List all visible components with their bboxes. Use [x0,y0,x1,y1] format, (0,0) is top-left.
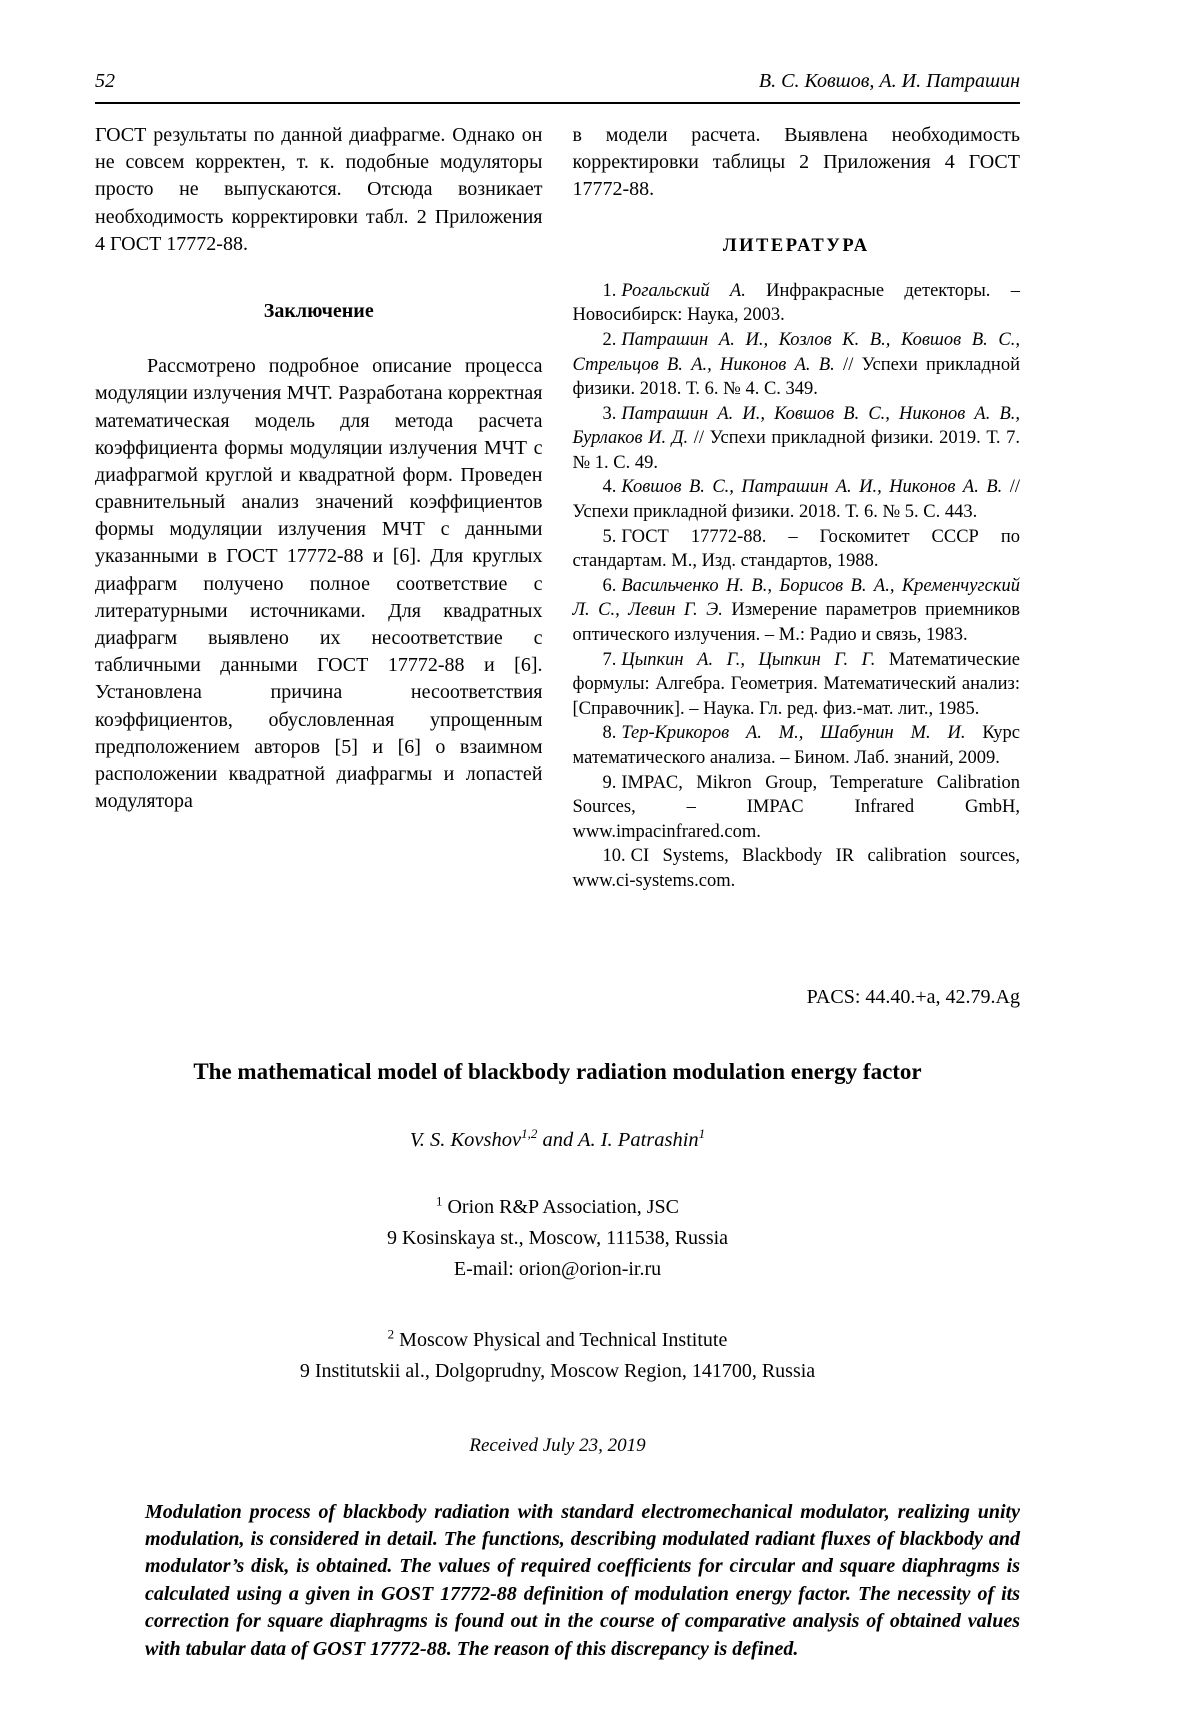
reference-number: 1. [602,280,617,301]
reference-authors: Тер-Крикоров А. М., Шабунин М. И. [621,723,966,744]
affiliation-2-name: Moscow Physical and Technical Institute [394,1328,728,1351]
conclusion-heading: Заключение [263,299,374,322]
affiliation-2-superscript: 2 [387,1325,395,1341]
reference-authors: Патрашин А. И., Козлов К. В., Ковшов В. С., Стрельцов В. А., Никонов А. В. [572,329,1020,375]
reference-item [573,574,1021,648]
reference-number: 10. [602,846,626,867]
reference-text: Математические формулы: Алгебра. Геометрия. Математический анализ: [Справочник]. – Наука. Гл. ред. физ.-мат. лит., 1985. [572,649,1020,719]
reference-authors: Ковшов В. С., Патрашин А. И., Никонов А. В. [621,477,1003,498]
affiliation-1-name: Orion R&P Association, JSC [442,1195,679,1218]
running-authors: В. С. Ковшов, А. И. Патрашин [758,70,1020,92]
reference-text: Измерение параметров приемников оптического излучения. – М.: Радио и связь, 1983. [572,600,1020,646]
authors-connector: and [537,1128,578,1151]
reference-number: 9. [602,772,617,793]
affiliation-2-address: 9 Institutskii al., Dolgoprudny, Moscow Region, 141700, Russia [299,1359,816,1382]
english-title: The mathematical model of blackbody radiation modulation energy factor [193,1058,922,1084]
continuation-paragraph: в модели расчета. Выявлена необходимость корректировки таблицы 2 Приложения 4 ГОСТ 17772-88. [572,124,1020,201]
reference-number: 4. [602,477,617,498]
reference-text: Курс математического анализа. – Бином. Лаб. знаний, 2009. [572,723,1020,768]
author-1-superscript: 1,2 [521,1125,538,1141]
reference-number: 8. [602,723,617,744]
reference-text: // Успехи прикладной физики. 2018. Т. 6. № 4. С. 349. [572,354,1020,400]
literature-heading: ЛИТЕРАТУРА [722,235,870,256]
reference-text: Инфракрасные детекторы. – Новосибирск: Наука, 2003. [572,280,1020,326]
author-2: A. I. Patrashin [577,1128,699,1151]
reference-authors: Патрашин А. И., Ковшов В. С., Никонов А. В., Бурлаков И. Д. [572,403,1020,449]
reference-number: 5. [602,526,617,547]
reference-number: 7. [602,649,617,670]
reference-list [573,279,1021,894]
reference-item [573,771,1021,845]
reference-item [573,328,1021,402]
reference-authors: Васильченко Н. В., Борисов В. А., Кременчугский Л. С., Левин Г. Э. [572,575,1020,621]
page-number: 52 [95,70,115,92]
affiliation-2-name-line [95,1325,1020,1356]
received-line: Received July 23, 2019 [469,1434,646,1456]
right-column [573,122,1021,894]
continuation-paragraph: ГОСТ результаты по данной диафрагме. Однако он не совсем корректен, т. к. подобные модуляторы просто не выпускаются. Отсюда возникает необходимость корректировки табл. 2 Приложения 4 ГОСТ 17772-88. [95,124,543,255]
reference-item [573,648,1021,722]
reference-item [573,844,1021,893]
reference-item [573,475,1021,524]
reference-authors: Рогальский А. [621,280,746,301]
two-column-body [95,122,1020,894]
left-column [95,122,543,894]
affiliation-1-superscript: 1 [435,1192,443,1208]
reference-number: 6. [602,575,617,596]
author-1: V. S. Kovshov [409,1128,522,1151]
reference-text: ГОСТ 17772-88. – Госкомитет СССР по стандартам. М., Изд. стандартов, 1988. [572,526,1020,572]
affiliation-1 [95,1192,1020,1285]
reference-item [573,525,1021,574]
reference-text: IMPAC, Mikron Group, Temperature Calibration Sources, – IMPAC Infrared GmbH, www.impacinfrared.com. [572,772,1020,842]
abstract-paragraph: Modulation process of blackbody radiation with standard electromechanical modulator, realizing unity modulation, is considered in detail. The functions, describing modulated radiant fluxes of blackbody and modulator’s disk, is obtained. The values of required coefficients for circular and square diaphragms is calculated using a given in GOST 17772-88 definition of modulation energy factor. The necessity of its correction for square diaphragms is found out in the course of comparative analysis of obtained values with tabular data of GOST 17772-88. The reason of this discrepancy is defined. [145,1500,1020,1660]
reference-text: CI Systems, Blackbody IR calibration sources, www.ci-systems.com. [572,846,1020,891]
reference-text: // Успехи прикладной физики. 2018. Т. 6. № 5. С. 443. [572,477,1021,523]
reference-item [573,279,1021,328]
reference-item [573,721,1021,770]
affiliation-1-email: E-mail: orion@orion-ir.ru [453,1257,662,1280]
pacs-line: PACS: 44.40.+a, 42.79.Ag [806,985,1020,1008]
conclusion-paragraph: Рассмотрено подробное описание процесса модуляции излучения МЧТ. Разработана корректная математическая модель для метода расчета коэффициента формы модуляции излучения МЧТ с диафрагмой круглой и квадратной форм. Проведен сравнительный анализ значений коэффициентов формы модуляции излучения МЧТ с данными указанными в ГОСТ 17772-88 и [6]. Для круглых диафрагм получено полное соответствие с литературными источниками. Для квадратных диафрагм выявлено их несоответствие с табличными данными ГОСТ 17772-88 и [6]. Установлена причина несоответствия коэффициентов, обусловленная упрощенным предположением авторов [5] и [6] о взаимном расположении квадратной диафрагмы и лопастей модулятора [95,355,543,813]
reference-text: // Успехи прикладной физики. 2019. Т. 7. № 1. С. 49. [572,428,1020,473]
authors-line [95,1125,1020,1152]
affiliation-1-address: 9 Kosinskaya st., Moscow, 111538, Russia [386,1226,729,1249]
reference-number: 3. [602,403,617,424]
affiliation-1-name-line [95,1192,1020,1223]
reference-item [573,402,1021,476]
running-header [95,70,1020,104]
reference-authors: Цыпкин А. Г., Цыпкин Г. Г. [621,649,876,670]
author-2-superscript: 1 [698,1125,706,1141]
reference-number: 2. [602,329,617,350]
affiliation-2 [95,1325,1020,1387]
